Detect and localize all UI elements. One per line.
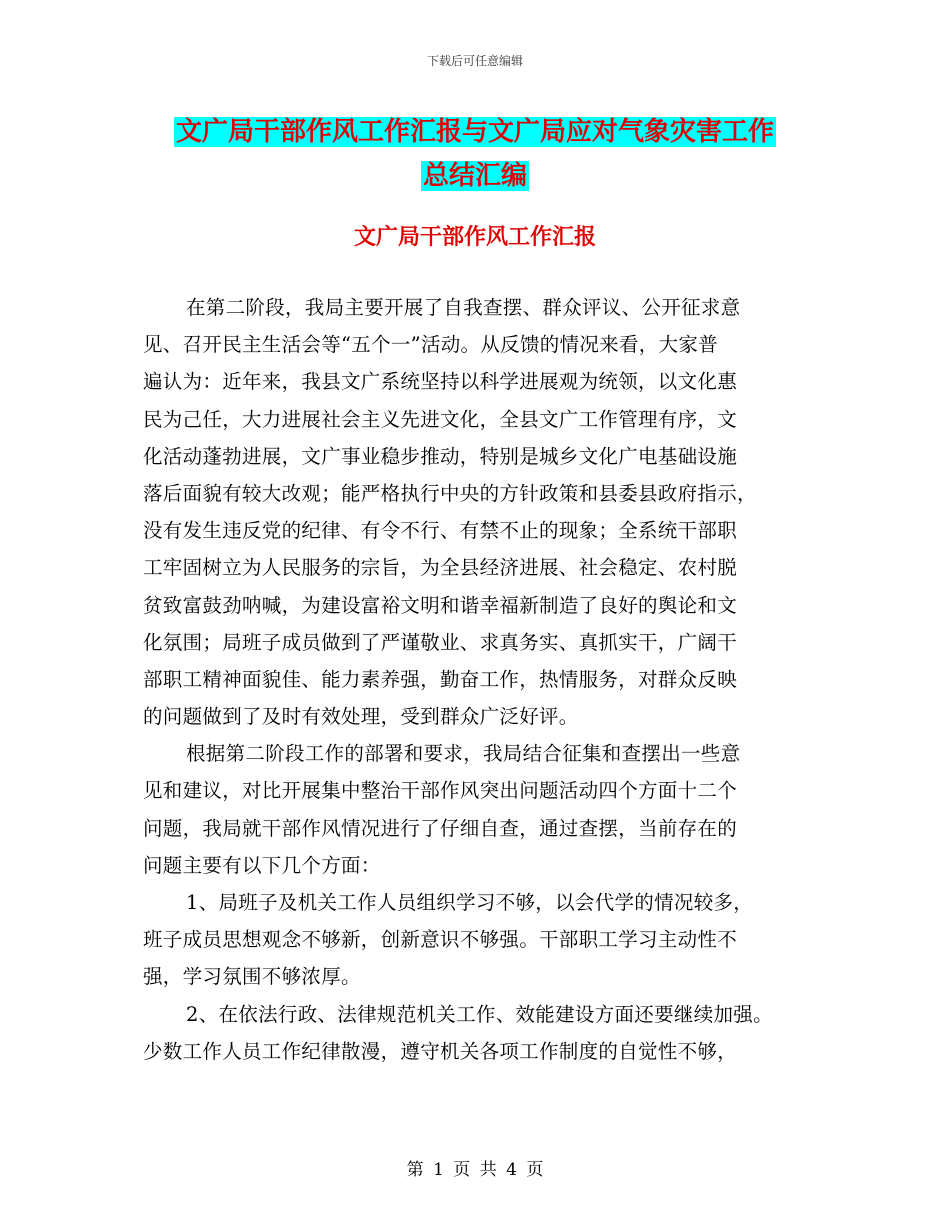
- text-line: 遍认为：近年来，我县文广系统坚持以科学进展观为统领，以文化惠: [143, 370, 738, 394]
- text-line: 问题主要有以下几个方面：: [143, 853, 381, 877]
- text-line: 民为己任，大力进展社会主义先进文化，全县文广工作管理有序，文: [143, 407, 738, 431]
- text-line: 问题，我局就干部作风情况进行了仔细自查，通过查摆，当前存在的: [143, 816, 738, 840]
- text-line: 落后面貌有较大改观；能严格执行中央的方针政策和县委县政府指示，: [143, 481, 757, 505]
- text-line: 化氛围；局班子成员做到了严谨敬业、求真务实、真抓实干，广阔干: [143, 630, 738, 654]
- text-line: 没有发生违反党的纪律、有令不行、有禁不止的现象；全系统干部职: [143, 519, 738, 543]
- text-line: 化活动蓬勃进展，文广事业稳步推动，特别是城乡文化广电基础设施: [143, 444, 738, 468]
- text-line: 少数工作人员工作纪律散漫，遵守机关各项工作制度的自觉性不够，: [143, 1039, 738, 1063]
- body-text: [143, 289, 828, 1070]
- section-title: 文广局干部作风工作汇报: [353, 225, 596, 250]
- document-title: [0, 110, 950, 198]
- text-line: 根据第二阶段工作的部署和要求，我局结合征集和查摆出一些意: [186, 742, 741, 766]
- text-line: 部职工精神面貌佳、能力素养强，勤奋工作，热情服务，对群众反映: [143, 667, 738, 691]
- text-line: 强，学习氛围不够浓厚。: [143, 965, 361, 989]
- title-line-1: 文广局干部作风工作汇报与文广局应对气象灾害工作: [175, 117, 774, 147]
- text-line: 见、召开民主生活会等“五个一”活动。从反馈的情况来看，大家普: [143, 333, 718, 357]
- text-line: 贫致富鼓劲呐喊，为建设富裕文明和谐幸福新制造了良好的舆论和文: [143, 593, 738, 617]
- text-line: 班子成员思想观念不够新，创新意识不够强。干部职工学习主动性不: [143, 928, 738, 952]
- page-header: 下载后可任意编辑: [426, 54, 523, 68]
- title-line-2: 总结汇编: [422, 161, 527, 191]
- text-line: 见和建议，对比开展集中整治干部作风突出问题活动四个方面十二个: [143, 779, 738, 803]
- text-line: 在第二阶段，我局主要开展了自我查摆、群众评议、公开征求意: [186, 296, 741, 319]
- page-footer: 第 1 页 共 4 页: [406, 1160, 544, 1180]
- text-line: 2、在依法行政、法律规范机关工作、效能建设方面还要继续加强。: [186, 1002, 773, 1026]
- text-line: 工牢固树立为人民服务的宗旨，为全县经济进展、社会稳定、农村脱: [143, 556, 738, 580]
- text-line: 的问题做到了及时有效处理，受到群众广泛好评。: [143, 705, 579, 729]
- text-line: 1、局班子及机关工作人员组织学习不够，以会代学的情况较多，: [186, 891, 754, 914]
